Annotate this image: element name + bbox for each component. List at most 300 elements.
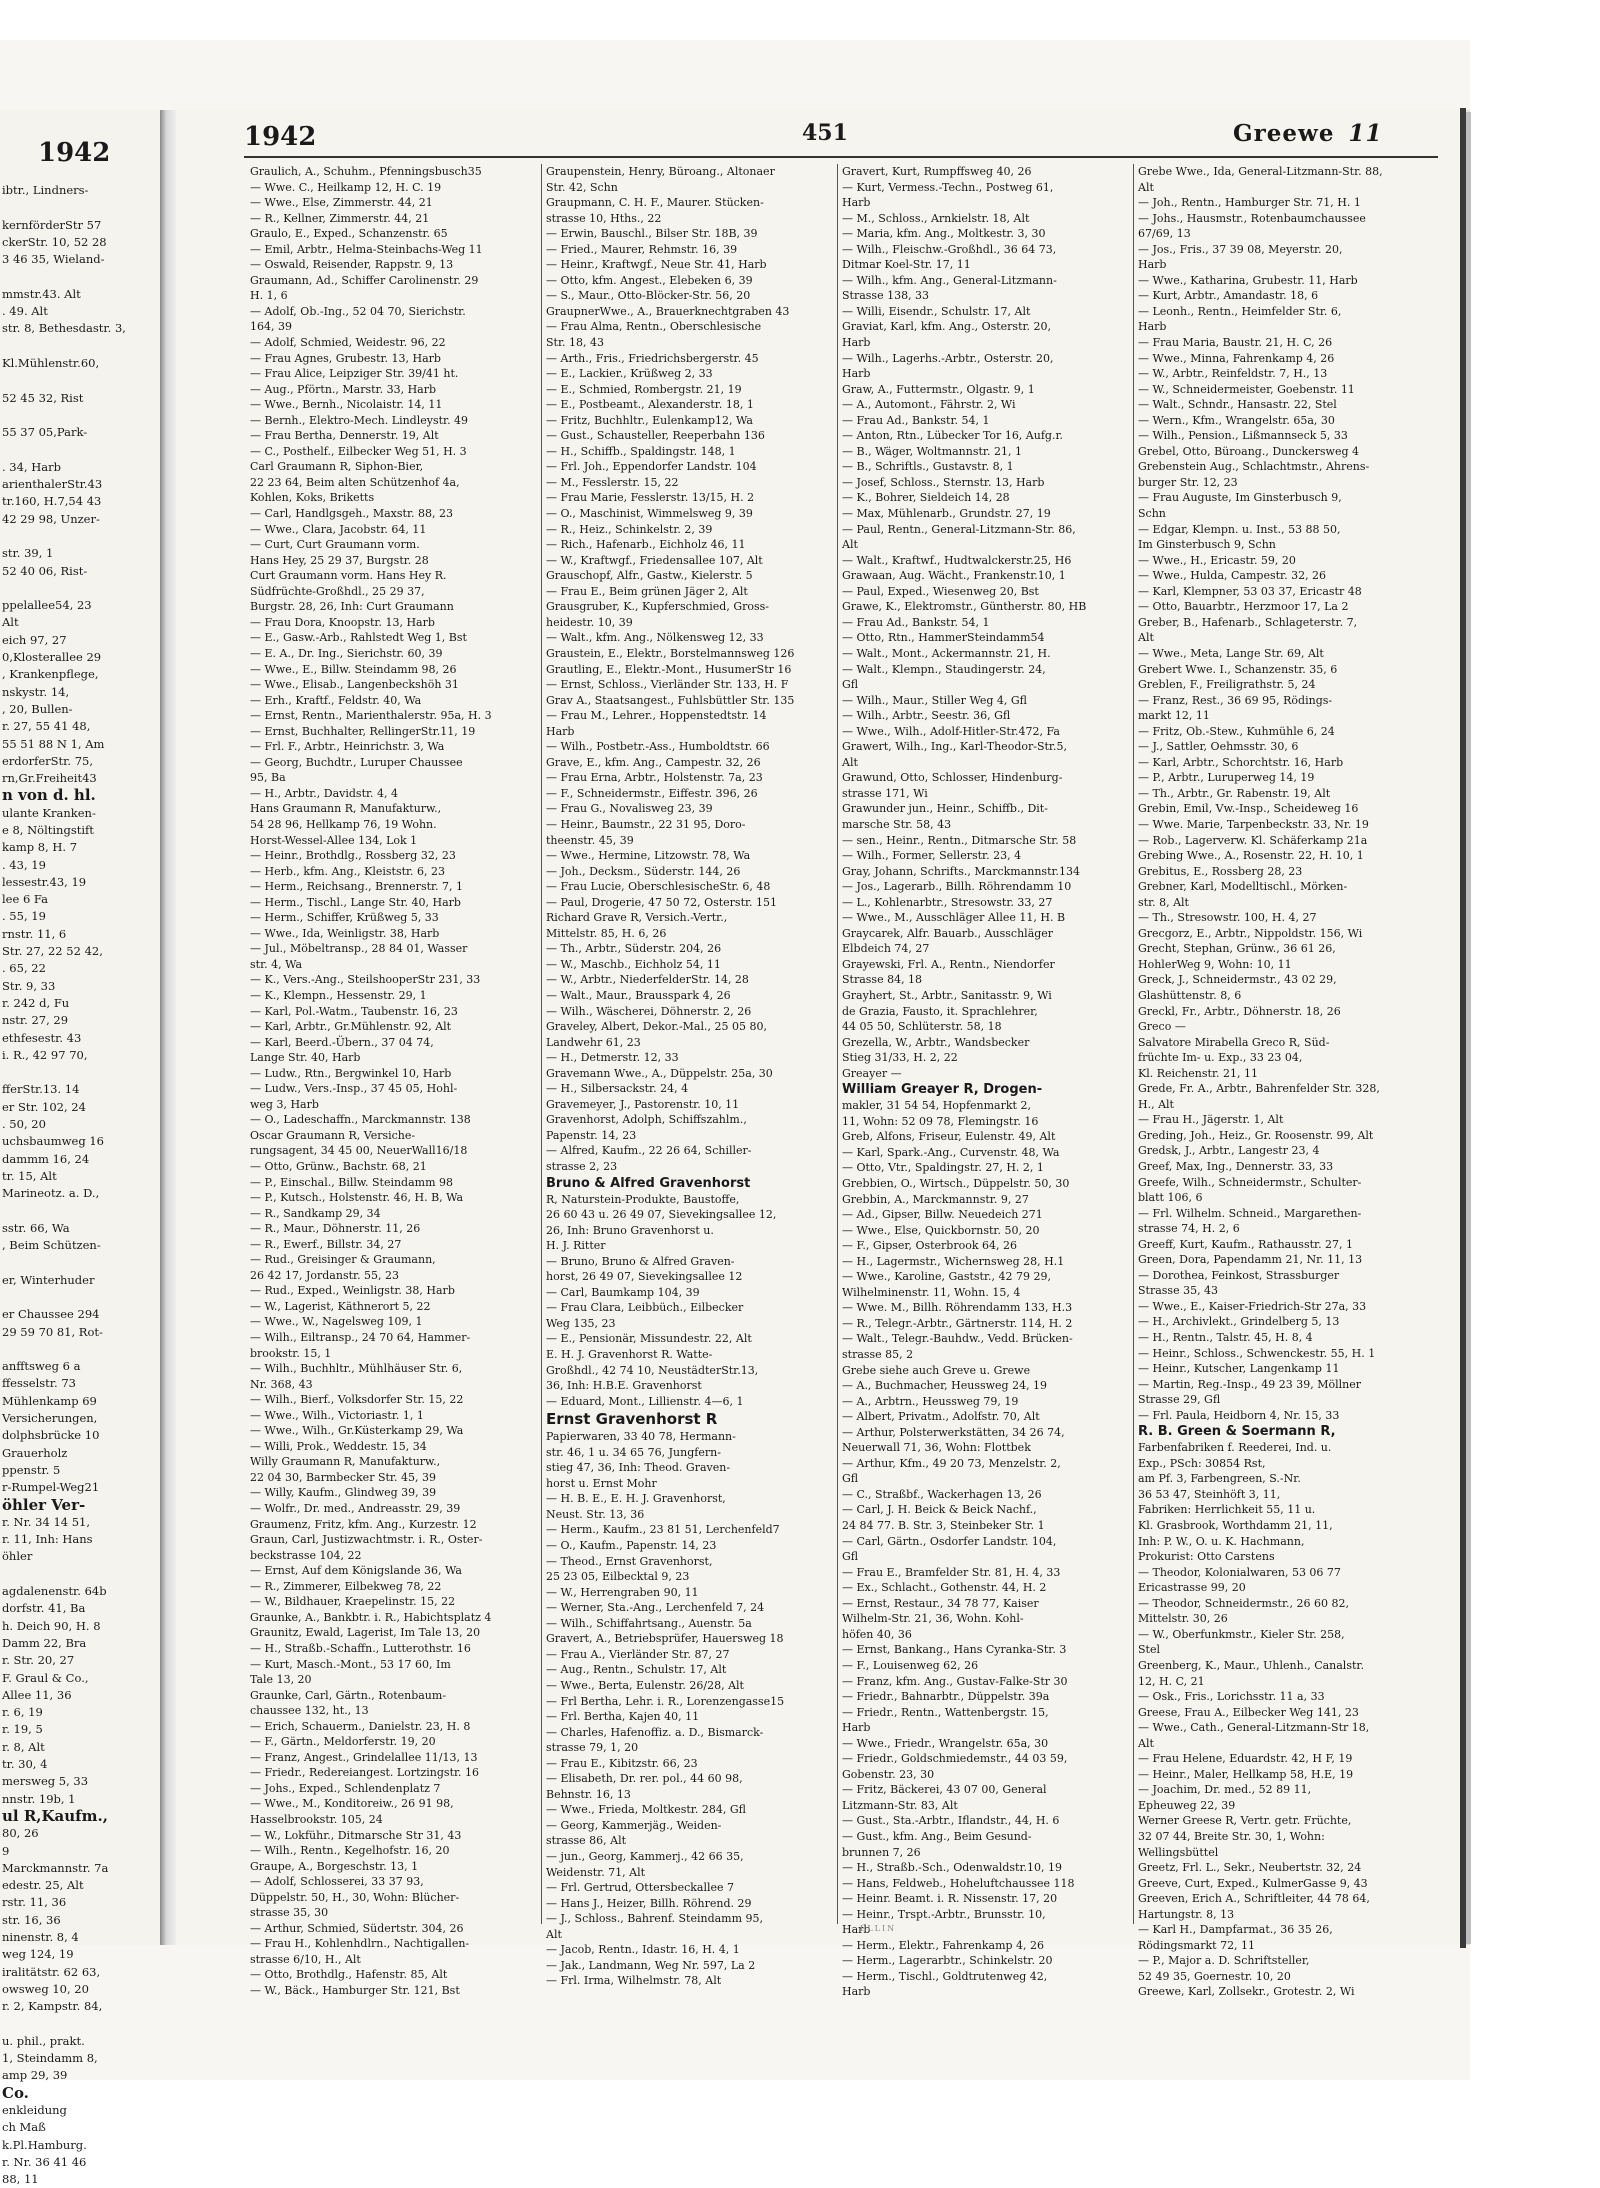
facing-line: er Chaussee 294 [2, 1307, 100, 1322]
directory-entry-line: — Heinr., Trspt.-Arbtr., Brunsstr. 10, [842, 1907, 1046, 1921]
directory-entry-line: Graupmann, C. H. F., Maurer. Stücken- [546, 196, 764, 210]
directory-entry-line: — Wwe., Meta, Lange Str. 69, Alt [1138, 646, 1324, 660]
directory-entry-line: — Th., Stresowstr. 100, H. 4, 27 [1138, 911, 1317, 925]
facing-line: 9 [2, 1843, 10, 1858]
directory-entry-line: — Edgar, Klempn. u. Inst., 53 88 50, [1138, 522, 1341, 536]
directory-entry-line: Graupe, A., Borgeschstr. 13, 1 [250, 1859, 419, 1873]
directory-entry-line: Graunitz, Ewald, Lagerist, Im Tale 13, 20 [250, 1626, 481, 1640]
directory-entry-line: Strasse 84, 18 [842, 973, 923, 987]
facing-line: r. 6, 19 [2, 1705, 43, 1720]
directory-entry-line: — Heinr. Beamt. i. R. Nissenstr. 17, 20 [842, 1892, 1058, 1906]
directory-entry-line: 36 53 47, Steinhöft 3, 11, [1138, 1487, 1281, 1501]
directory-entry-line: — W., Bildhauer, Kraepelinstr. 15, 22 [250, 1595, 456, 1609]
directory-entry-line: — Wwe., Wilh., Victoriastr. 1, 1 [250, 1408, 424, 1422]
directory-page [176, 110, 1460, 1999]
directory-entry-line: Stel [1138, 1643, 1160, 1657]
directory-entry-line: Graunke, Carl, Gärtn., Rotenbaum- [250, 1688, 447, 1702]
directory-entry-line: weg 3, Harb [250, 1097, 319, 1111]
directory-entry-line: Harb [1138, 320, 1167, 334]
facing-line: tr. 15, Alt [2, 1168, 57, 1183]
facing-line [0, 1289, 160, 1306]
directory-entry-line: 36, Inh: H.B.E. Gravenhorst [546, 1379, 702, 1393]
directory-entry-line: — Joh., Rentn., Hamburger Str. 71, H. 1 [1138, 196, 1361, 210]
directory-entry-line: — E., Gasw.-Arb., Rahlstedt Weg 1, Bst [250, 631, 467, 645]
facing-line: dolphsbrücke 10 [2, 1428, 100, 1443]
footer-mark: LLLIN [860, 1924, 897, 1933]
directory-entry-line: Prokurist: Otto Carstens [1138, 1550, 1275, 1564]
directory-entry-line: — Frau E., Kibitzstr. 66, 23 [546, 1756, 698, 1770]
directory-entry-line: — P., Einschal., Billw. Steindamm 98 [250, 1175, 454, 1189]
directory-entry-line: — A., Arbtrn., Heussweg 79, 19 [842, 1394, 1019, 1408]
directory-entry-line: Harb [1138, 258, 1167, 272]
facing-line: , Krankenpflege, [2, 667, 99, 682]
directory-entry-line: Wellingsbüttel [1138, 1845, 1219, 1859]
directory-entry-line: — Wilh., Eiltransp., 24 70 64, Hammer- [250, 1331, 471, 1345]
directory-entry-line: R, Naturstein-Produkte, Baustoffe, [546, 1192, 740, 1206]
directory-entry-line: Im Ginsterbusch 9, Schn [1138, 538, 1276, 552]
directory-entry-line: — Wwe., Karoline, Gaststr., 42 79 29, [842, 1270, 1051, 1284]
directory-entry-line: — W., Arbtr., Reinfeldstr. 7, H., 13 [1138, 367, 1328, 381]
facing-line: . 43, 19 [2, 857, 46, 872]
directory-entry-line: — Wwe., Frieda, Moltkestr. 284, Gfl [546, 1803, 746, 1817]
directory-entry-line: — Max, Mühlenarb., Grundstr. 27, 19 [842, 507, 1051, 521]
facing-line: 55 51 88 N 1, Am [2, 736, 105, 751]
directory-entry-line: — Otto, kfm. Angest., Elebeken 6, 39 [546, 273, 753, 287]
directory-entry-line: — Ernst, Rentn., Marienthalerstr. 95a, H. 3 [250, 709, 492, 723]
directory-entry-line: früchte Im- u. Exp., 33 23 04, [1138, 1051, 1303, 1065]
page-number: 451 [802, 120, 848, 146]
directory-entry-line: — Ernst, Auf dem Königslande 36, Wa [250, 1564, 462, 1578]
directory-entry-line: Graveley, Albert, Dekor.-Mal., 25 05 80, [546, 1020, 767, 1034]
facing-line: str. 16, 36 [2, 1912, 61, 1927]
directory-entry-line: — Erich, Schauerm., Danielstr. 23, H. 8 [250, 1719, 471, 1733]
directory-entry-line: Graustein, E., Elektr., Borstelmannsweg 126 [546, 646, 795, 660]
facing-line: r. Nr. 36 41 46 [2, 2154, 87, 2169]
directory-entry-line: — Wwe., Else, Zimmerstr. 44, 21 [250, 196, 433, 210]
directory-entry-line: Greenberg, K., Maur., Uhlenh., Canalstr. [1138, 1658, 1364, 1672]
directory-entry-line: Exp., PSch: 30854 Rst, [1138, 1456, 1266, 1470]
directory-entry-line: Grebel, Otto, Büroang., Dunckersweg 4 [1138, 444, 1360, 458]
directory-entry-line: rungsagent, 34 45 00, NeuerWall16/18 [250, 1144, 468, 1158]
directory-entry-line: — Osk., Fris., Lorichsstr. 11 a, 33 [1138, 1690, 1325, 1704]
directory-entry-line: Grebert Wwe. I., Schanzenstr. 35, 6 [1138, 662, 1338, 676]
directory-entry-line: — Willi, Prok., Weddestr. 15, 34 [250, 1439, 427, 1453]
facing-line [0, 407, 160, 424]
directory-entry-line: Wilhelm-Str. 21, 36, Wohn. Kohl- [842, 1612, 1024, 1626]
facing-line: ninenstr. 8, 4 [2, 1929, 79, 1944]
directory-entry-line: Alt [1138, 180, 1154, 194]
directory-entry-line: Grebbin, A., Marckmannstr. 9, 27 [842, 1192, 1029, 1206]
directory-entry-line: Tale 13, 20 [250, 1673, 312, 1687]
directory-entry-line: — Otto, Rtn., HammerSteindamm54 [842, 631, 1045, 645]
column-1 [246, 164, 542, 1997]
directory-entry-line: — Heinr., Baumstr., 22 31 95, Doro- [546, 817, 746, 831]
directory-entry-line: — W., Maschb., Eichholz 54, 11 [546, 957, 721, 971]
directory-entry-line: — Frau E., Bramfelder Str. 81, H. 4, 33 [842, 1565, 1061, 1579]
directory-entry-line: — Kurt, Masch.-Mont., 53 17 60, Im [250, 1657, 451, 1671]
directory-entry-line: theenstr. 45, 39 [546, 833, 634, 847]
facing-line: . 49. Alt [2, 304, 48, 319]
facing-line: öhler Ver- [2, 1495, 86, 1514]
facing-line: amp 29, 39 [2, 2068, 68, 2083]
directory-entry-line: Stieg 31/33, H. 2, 22 [842, 1051, 958, 1065]
directory-entry-line: — Fritz, Ob.-Stew., Kuhmühle 6, 24 [1138, 724, 1335, 738]
directory-entry-line: Papenstr. 14, 23 [546, 1128, 637, 1142]
directory-entry-line: Gobenstr. 23, 30 [842, 1767, 935, 1781]
directory-entry-line: — Frau Agnes, Grubestr. 13, Harb [250, 351, 441, 365]
directory-entry-line: — F., Louisenweg 62, 26 [842, 1658, 979, 1672]
facing-line: kernförderStr 57 [2, 217, 102, 232]
facing-line: dorfstr. 41, Ba [2, 1601, 86, 1616]
facing-line: nnstr. 19b, 1 [2, 1791, 76, 1806]
facing-line: mmstr.43. Alt [2, 286, 81, 301]
directory-entry-line: — W., Kraftwgf., Friedensallee 107, Alt [546, 553, 763, 567]
directory-entry-line: — Karl, Arbtr., Schorchtstr. 16, Harb [1138, 755, 1344, 769]
directory-entry-line: — Bernh., Elektro-Mech. Lindleystr. 49 [250, 413, 469, 427]
directory-entry-line: — R., Zimmerer, Eilbekweg 78, 22 [250, 1579, 442, 1593]
directory-entry-line: Glashüttenstr. 8, 6 [1138, 988, 1242, 1002]
directory-entry-line: — Heinr., Brothdlg., Rossberg 32, 23 [250, 849, 456, 863]
directory-entry-line: horst u. Ernst Mohr [546, 1476, 657, 1490]
facing-line: Versicherungen, [2, 1411, 98, 1426]
directory-entry-line: 22 04 30, Barmbecker Str. 45, 39 [250, 1470, 436, 1484]
facing-line: ppenstr. 5 [2, 1462, 61, 1477]
directory-entry-line: Grebin, Emil, Vw.-Insp., Scheideweg 16 [1138, 802, 1359, 816]
directory-entry-line: — E., Lackier., Krüßweg 2, 33 [546, 367, 713, 381]
directory-entry-line: — Wilh., Former, Sellerstr. 23, 4 [842, 849, 1022, 863]
directory-entry-line: — Wwe., H., Ericastr. 59, 20 [1138, 553, 1296, 567]
directory-entry-line: 44 05 50, Schlüterstr. 58, 18 [842, 1020, 1002, 1034]
directory-entry-line: — A., Automont., Fährstr. 2, Wi [842, 398, 1016, 412]
directory-entry-line: — Georg, Kammerjäg., Weiden- [546, 1818, 722, 1832]
directory-entry-line: — Kurt, Arbtr., Amandastr. 18, 6 [1138, 289, 1319, 303]
directory-entry-line: Grebe siehe auch Greve u. Grewe [842, 1363, 1031, 1377]
directory-entry-line: — E. A., Dr. Ing., Sierichstr. 60, 39 [250, 646, 443, 660]
directory-entry-line: Farbenfabriken f. Reederei, Ind. u. [1138, 1441, 1332, 1455]
directory-entry-line: — Arthur, Kfm., 49 20 73, Menzelstr. 2, [842, 1456, 1061, 1470]
facing-line: . 65, 22 [2, 961, 46, 976]
directory-entry-line: Gfl [842, 678, 859, 692]
directory-entry-line: — Franz, Rest., 36 69 95, Rödings- [1138, 693, 1333, 707]
facing-line: ppelallee54, 23 [2, 598, 92, 613]
directory-entry-line: — F., Gipser, Osterbrook 64, 26 [842, 1239, 1017, 1253]
directory-entry-line: 52 49 35, Goernestr. 10, 20 [1138, 1969, 1291, 1983]
guide-word-column: 11 [1348, 120, 1383, 147]
directory-entry-line: — Wwe., M., Ausschläger Allee 11, H. B [842, 911, 1066, 925]
directory-entry-line: — Carl, Gärtn., Osdorfer Landstr. 104, [842, 1534, 1057, 1548]
directory-entry-line: — Wwe., Berta, Eulenstr. 26/28, Alt [546, 1678, 744, 1692]
directory-entry-line: — K., Bohrer, Sieldeich 14, 28 [842, 491, 1010, 505]
directory-entry-line: 26 60 43 u. 26 49 07, Sievekingsallee 12, [546, 1208, 777, 1222]
directory-entry-line: blatt 106, 6 [1138, 1191, 1203, 1205]
facing-line: u. phil., prakt. [2, 2033, 85, 2048]
directory-entry-line: — Oswald, Reisender, Rappstr. 9, 13 [250, 258, 454, 272]
directory-entry-line: — Charles, Hafenoffiz. a. D., Bismarck- [546, 1725, 764, 1739]
directory-entry-line: — B., Schriftls., Gustavstr. 8, 1 [842, 460, 1014, 474]
facing-line: i. R., 42 97 70, [2, 1047, 88, 1062]
directory-entry-line: — Wilh., Pension., Lißmannseck 5, 33 [1138, 429, 1348, 443]
directory-entry-line: — H., Arbtr., Davidstr. 4, 4 [250, 786, 399, 800]
directory-entry-line: Wilhelminenstr. 11, Wohn. 15, 4 [842, 1285, 1021, 1299]
directory-entry-line: 32 07 44, Breite Str. 30, 1, Wohn: [1138, 1829, 1325, 1843]
directory-entry-line: Greeff, Kurt, Kaufm., Rathausstr. 27, 1 [1138, 1237, 1354, 1251]
directory-entry-line: Graviat, Karl, kfm. Ang., Osterstr. 20, [842, 320, 1052, 334]
directory-entry-line: Großhdl., 42 74 10, NeustädterStr.13, [546, 1363, 759, 1377]
directory-entry-line: — F., Gärtn., Meldorferstr. 19, 20 [250, 1735, 436, 1749]
directory-entry-line: Schn [1138, 507, 1166, 521]
directory-entry-line: — Frau Helene, Eduardstr. 42, H F, 19 [1138, 1752, 1353, 1766]
directory-entry-line: — F., Schneidermstr., Eiffestr. 396, 26 [546, 786, 758, 800]
directory-entry-line: — Leonh., Rentn., Heimfelder Str. 6, [1138, 304, 1342, 318]
facing-line: Kl.Mühlenstr.60, [2, 355, 100, 370]
directory-entry-line: — Heinr., Maler, Hellkamp 58, H.E, 19 [1138, 1767, 1354, 1781]
directory-entry-line: H. J. Ritter [546, 1239, 606, 1253]
directory-entry-line: — Frl. Gertrud, Ottersbeckallee 7 [546, 1881, 735, 1895]
facing-page-text [0, 182, 160, 2188]
directory-entry-line: stieg 47, 36, Inh: Theod. Graven- [546, 1461, 731, 1475]
directory-entry-line: — Fritz, Buchhltr., Eulenkamp12, Wa [546, 413, 753, 427]
directory-entry-line: Hasselbrookstr. 105, 24 [250, 1812, 383, 1826]
directory-entry-line: — Karl H., Dampfarmat., 36 35 26, [1138, 1923, 1333, 1937]
directory-entry-line: Curt Graumann vorm. Hans Hey R. [250, 569, 447, 583]
facing-line: k.Pl.Hamburg. [2, 2137, 87, 2152]
facing-line: agdalenenstr. 64b [2, 1584, 107, 1599]
facing-line: ibtr., Lindners- [2, 183, 89, 197]
directory-entry-line: — Werner, Sta.-Ang., Lerchenfeld 7, 24 [546, 1601, 765, 1615]
directory-entry-line: — Ernst, Bankang., Hans Cyranka-Str. 3 [842, 1643, 1067, 1657]
directory-entry-line: Grede, Fr. A., Arbtr., Bahrenfelder Str. 328, [1138, 1082, 1380, 1096]
directory-entry-line: — Jacob, Rentn., Idastr. 16, H. 4, 1 [546, 1943, 740, 1957]
directory-entry-line: Greco — [1138, 1020, 1186, 1034]
directory-entry-line: strasse 171, Wi [842, 786, 928, 800]
directory-entry-line: — Franz, kfm. Ang., Gustav-Falke-Str 30 [842, 1674, 1068, 1688]
directory-entry-line: Mittelstr. 30, 26 [1138, 1612, 1228, 1626]
directory-entry-line: — Wwe. M., Billh. Röhrendamm 133, H.3 [842, 1301, 1073, 1315]
facing-line: str. 8, Bethesdastr. 3, [2, 321, 126, 336]
directory-entry-line: Burgstr. 28, 26, Inh: Curt Graumann [250, 600, 454, 614]
directory-entry-line: makler, 31 54 54, Hopfenmarkt 2, [842, 1099, 1031, 1113]
facing-line: dammm 16, 24 [2, 1151, 90, 1166]
facing-line: r-Rumpel-Weg21 [2, 1480, 100, 1495]
directory-entry-line: — Wwe., E., Billw. Steindamm 98, 26 [250, 662, 457, 676]
directory-entry-line: — Wilh., kfm. Ang., General-Litzmann- [842, 273, 1057, 287]
directory-entry-line: — Joh., Decksm., Süderstr. 144, 26 [546, 864, 741, 878]
facing-line: anfftsweg 6 a [2, 1359, 81, 1374]
facing-line: 88, 11 [2, 2172, 39, 2187]
directory-entry-line: Hans Graumann R, Manufakturw., [250, 802, 442, 816]
directory-entry-line: H. 1, 6 [250, 289, 288, 303]
directory-entry-line: — W., Bäck., Hamburger Str. 121, Bst [250, 1983, 460, 1997]
directory-entry-line: strasse 79, 1, 20 [546, 1741, 639, 1755]
directory-entry-line: — Wwe., M., Konditoreiw., 26 91 98, [250, 1797, 454, 1811]
directory-entry-line: — Frl. Irma, Wilhelmstr. 78, Alt [546, 1974, 722, 1988]
directory-entry-line: Graycarek, Alfr. Bauarb., Ausschläger [842, 926, 1054, 940]
directory-entry-line: — Walt., Kraftwf., Hudtwalckerstr.25, H6 [842, 553, 1072, 567]
facing-line: mersweg 5, 33 [2, 1774, 89, 1789]
directory-entry-line: — Frau H., Kohlenhdlrn., Nachtigallen- [250, 1937, 470, 1951]
facing-line: 80, 26 [2, 1826, 39, 1841]
facing-line: kamp 8, H. 7 [2, 840, 78, 855]
directory-entry-line: — Ernst, Schloss., Vierländer Str. 133, H. F [546, 678, 789, 692]
directory-entry-line: Greese, Frau A., Eilbecker Weg 141, 23 [1138, 1705, 1359, 1719]
directory-entry-line: — Wwe., Elisab., Langenbeckshöh 31 [250, 678, 459, 692]
directory-entry-line: — O., Maschinist, Wimmelsweg 9, 39 [546, 507, 753, 521]
directory-entry-line: — Otto, Grünw., Bachstr. 68, 21 [250, 1160, 427, 1173]
directory-entry-line: 26 42 17, Jordanstr. 55, 23 [250, 1268, 400, 1282]
facing-page-year: 1942 [38, 138, 111, 168]
guide-word [1233, 120, 1382, 147]
directory-entry-line: Fabriken: Herrlichkeit 55, 11 u. [1138, 1503, 1316, 1517]
directory-entry-line: Grave, E., kfm. Ang., Campestr. 32, 26 [546, 755, 761, 769]
directory-entry-line: — Wwe. Marie, Tarpenbeckstr. 33, Nr. 19 [1138, 817, 1369, 831]
directory-entry-line: Alt [1138, 1736, 1154, 1750]
directory-entry-line: str. 46, 1 u. 34 65 76, Jungfern- [546, 1445, 721, 1459]
directory-entry-line: Weidenstr. 71, Alt [546, 1865, 646, 1879]
directory-entry-line: chaussee 132, ht., 13 [250, 1704, 369, 1718]
directory-entry-line: 22 23 64, Beim alten Schützenhof 4a, [250, 475, 460, 489]
directory-entry-line: — Heinr., Kraftwgf., Neue Str. 41, Harb [546, 258, 767, 272]
directory-entry-line: Greef, Max, Ing., Dennerstr. 33, 33 [1138, 1160, 1334, 1173]
directory-entry-line: — Gust., Sta.-Arbtr., Iflandstr., 44, H. 6 [842, 1814, 1060, 1828]
directory-entry-line: Gredsk, J., Arbtr., Langestr 23, 4 [1138, 1144, 1320, 1158]
facing-line: rn,Gr.Freiheit43 [2, 771, 97, 786]
directory-entry-line: Graumann, Ad., Schiffer Carolinenstr. 29 [250, 273, 479, 287]
directory-entry-line: — O., Kaufm., Papenstr. 14, 23 [546, 1539, 717, 1553]
directory-entry-line: — H., Straßb.-Sch., Odenwaldstr.10, 19 [842, 1861, 1063, 1875]
directory-entry-line: — Ludw., Rtn., Bergwinkel 10, Harb [250, 1066, 452, 1080]
directory-entry-line: — S., Maur., Otto-Blöcker-Str. 56, 20 [546, 289, 751, 303]
facing-line: tr. 30, 4 [2, 1757, 48, 1772]
directory-entry-line: — H., Silbersackstr. 24, 4 [546, 1082, 689, 1096]
facing-line: enkleidung [2, 2102, 67, 2117]
facing-line: r. 19, 5 [2, 1722, 43, 1737]
directory-entry-line: — Wwe., Else, Quickbornstr. 50, 20 [842, 1223, 1040, 1237]
directory-entry-line: Grezella, W., Arbtr., Wandsbecker [842, 1035, 1030, 1049]
directory-entry-line: Gfl [842, 1472, 859, 1486]
directory-entry-line: Papierwaren, 33 40 78, Hermann- [546, 1430, 736, 1444]
directory-entry-line: Willy Graumann R, Manufakturw., [250, 1455, 441, 1469]
facing-line: n von d. hl. [2, 786, 96, 805]
directory-entry-line: — Willi, Eisendr., Schulstr. 17, Alt [842, 304, 1031, 318]
directory-entry-line: — W., Arbtr., NiederfelderStr. 14, 28 [546, 973, 749, 987]
facing-line: Str. 27, 22 52 42, [2, 944, 103, 959]
directory-entry-line: — J., Schloss., Bahrenf. Steindamm 95, [546, 1912, 764, 1926]
facing-line: Grauerholz [2, 1445, 68, 1460]
directory-entry-line: — Arthur, Schmied, Südertstr. 304, 26 [250, 1921, 464, 1935]
facing-line: ethfesestr. 43 [2, 1030, 82, 1045]
directory-entry-line: — Heinr., Schloss., Schwenckestr. 55, H. 1 [1138, 1346, 1376, 1360]
directory-entry-line: — Jak., Landmann, Weg Nr. 597, La 2 [546, 1958, 756, 1972]
directory-entry-line: Harb [842, 1923, 871, 1937]
directory-entry-line: — H., Archivlekt., Grindelberg 5, 13 [1138, 1315, 1340, 1329]
directory-entry-line: — B., Wäger, Woltmannstr. 21, 1 [842, 444, 1022, 458]
directory-entry-line: strasse 2, 23 [546, 1160, 618, 1173]
directory-entry-line: — Frau Erna, Arbtr., Holstenstr. 7a, 23 [546, 771, 763, 785]
directory-entry-line: — Theodor, Schneidermstr., 26 60 82, [1138, 1596, 1349, 1610]
directory-entry-line: Grautling, E., Elektr.-Mont., HusumerStr 16 [546, 662, 792, 676]
directory-entry-line: Salvatore Mirabella Greco R, Süd- [1138, 1035, 1330, 1049]
directory-entry-line: — Wwe., Wilh., Adolf-Hitler-Str.472, Fa [842, 724, 1060, 738]
directory-entry-line: — Frau Clara, Leibbüch., Eilbecker [546, 1301, 744, 1315]
facing-line: , Beim Schützen- [2, 1238, 101, 1253]
directory-entry-line: — Erh., Kraftf., Feldstr. 40, Wa [250, 693, 422, 707]
facing-page-fragment [0, 110, 163, 2187]
directory-entry-line: — Wern., Kfm., Wrangelstr. 65a, 30 [1138, 413, 1335, 427]
facing-line: Allee 11, 36 [2, 1687, 72, 1702]
directory-entry-line: — Friedr., Goldschmiedemstr., 44 03 59, [842, 1752, 1068, 1766]
directory-entry-line: — Jul., Möbeltransp., 28 84 01, Wasser [250, 942, 468, 956]
directory-entry-line: — W., Lagerist, Käthnerort 5, 22 [250, 1299, 431, 1313]
directory-entry-line: — Rud., Greisinger & Graumann, [250, 1253, 436, 1267]
guide-word-name: Greewe [1233, 120, 1335, 147]
directory-entry-line: Greewe, Karl, Zollsekr., Grotestr. 2, Wi [1138, 1985, 1355, 1999]
directory-entry-line: Alt [842, 755, 858, 769]
directory-entry-line: Südfrüchte-Großhdl., 25 29 37, [250, 584, 425, 598]
directory-entry-line: strasse 74, H. 2, 6 [1138, 1222, 1240, 1236]
directory-entry-line: Gray, Johann, Schrifts., Marckmannstr.134 [842, 864, 1081, 878]
facing-line: ch Maß [2, 2120, 46, 2135]
directory-entry-line: Grecgorz, E., Arbtr., Nippoldstr. 156, Wi [1138, 926, 1363, 940]
directory-entry-line: Kl. Reichenstr. 21, 11 [1138, 1066, 1258, 1080]
facing-line: rstr. 11, 36 [2, 1895, 67, 1910]
directory-entry-line: — Frau Alma, Rentn., Oberschlesische [546, 320, 762, 334]
directory-entry-line: — E., Postbeamt., Alexanderstr. 18, 1 [546, 398, 754, 412]
directory-entry-line: Carl Graumann R, Siphon-Bier, [250, 460, 424, 474]
facing-line [0, 268, 160, 285]
facing-line: sstr. 66, Wa [2, 1220, 70, 1235]
directory-entry-line: — Frau Lucie, OberschlesischeStr. 6, 48 [546, 880, 771, 894]
facing-line: 52 40 06, Rist- [2, 563, 88, 578]
directory-entry-line: — Rob., Lagerverw. Kl. Schäferkamp 21a [1138, 833, 1368, 847]
directory-entry-line: strasse 86, Alt [546, 1834, 627, 1848]
facing-line: h. Deich 90, H. 8 [2, 1618, 101, 1633]
facing-line: 1, Steindamm 8, [2, 2051, 98, 2066]
directory-entry-line: — Arth., Fris., Friedrichsbergerstr. 45 [546, 351, 759, 365]
directory-entry-line: — Wilh., Postbetr.-Ass., Humboldtstr. 66 [546, 740, 770, 754]
directory-entry-line: Grecht, Stephan, Grünw., 36 61 26, [1138, 942, 1336, 956]
facing-line: 55 37 05,Park- [2, 425, 88, 440]
facing-line: r. 8, Alt [2, 1739, 45, 1754]
directory-entry-line: — Karl, Klempner, 53 03 37, Ericastr 48 [1138, 584, 1362, 598]
directory-entry-line: — Albert, Privatm., Adolfstr. 70, Alt [842, 1410, 1040, 1424]
directory-entry-line: — Herm., Tischl., Goldtrutenweg 42, [842, 1969, 1048, 1983]
directory-entry-line: Harb [546, 724, 575, 738]
directory-entry-line: — Carl, Handlgsgeh., Maxstr. 88, 23 [250, 507, 453, 521]
facing-line: ckerStr. 10, 52 28 [2, 234, 107, 249]
facing-line: uchsbaumweg 16 [2, 1134, 104, 1149]
facing-line: tr.160, H.7,54 43 [2, 494, 102, 509]
directory-entry-line: Gfl [842, 1550, 859, 1564]
directory-entry-line: Nr. 368, 43 [250, 1377, 313, 1391]
directory-entry-line: — Fritz, Bäckerei, 43 07 00, General [842, 1783, 1047, 1797]
directory-entry-line: — H., Rentn., Talstr. 45, H. 8, 4 [1138, 1331, 1313, 1345]
directory-entry-line: — Rich., Hafenarb., Eichholz 46, 11 [546, 538, 746, 552]
directory-entry-line: — Wilh., Bierf., Volksdorfer Str. 15, 22 [250, 1393, 464, 1407]
directory-entry-line: — Walt., Schndr., Hansastr. 22, Stel [1138, 398, 1337, 412]
directory-entry-line: Strasse 138, 33 [842, 289, 930, 303]
directory-entry-line: — Friedr., Rentn., Wattenbergstr. 15, [842, 1705, 1049, 1719]
facing-line: . 50, 20 [2, 1117, 46, 1132]
directory-entry-line: — M., Schloss., Arnkielstr. 18, Alt [842, 211, 1030, 225]
directory-entry-line: — Theodor, Kolonialwaren, 53 06 77 [1138, 1565, 1341, 1579]
facing-line [0, 2015, 160, 2032]
facing-line: arienthalerStr.43 [2, 477, 103, 492]
directory-entry-line: — R., Maur., Döhnerstr. 11, 26 [250, 1222, 421, 1236]
directory-entry-line: — Joachim, Dr. med., 52 89 11, [1138, 1783, 1312, 1797]
directory-entry-line: — Adolf, Schlosserei, 33 37 93, [250, 1875, 424, 1889]
directory-entry-line: Grawert, Wilh., Ing., Karl-Theodor-Str.5, [842, 740, 1067, 754]
facing-line: öhler [2, 1549, 33, 1564]
